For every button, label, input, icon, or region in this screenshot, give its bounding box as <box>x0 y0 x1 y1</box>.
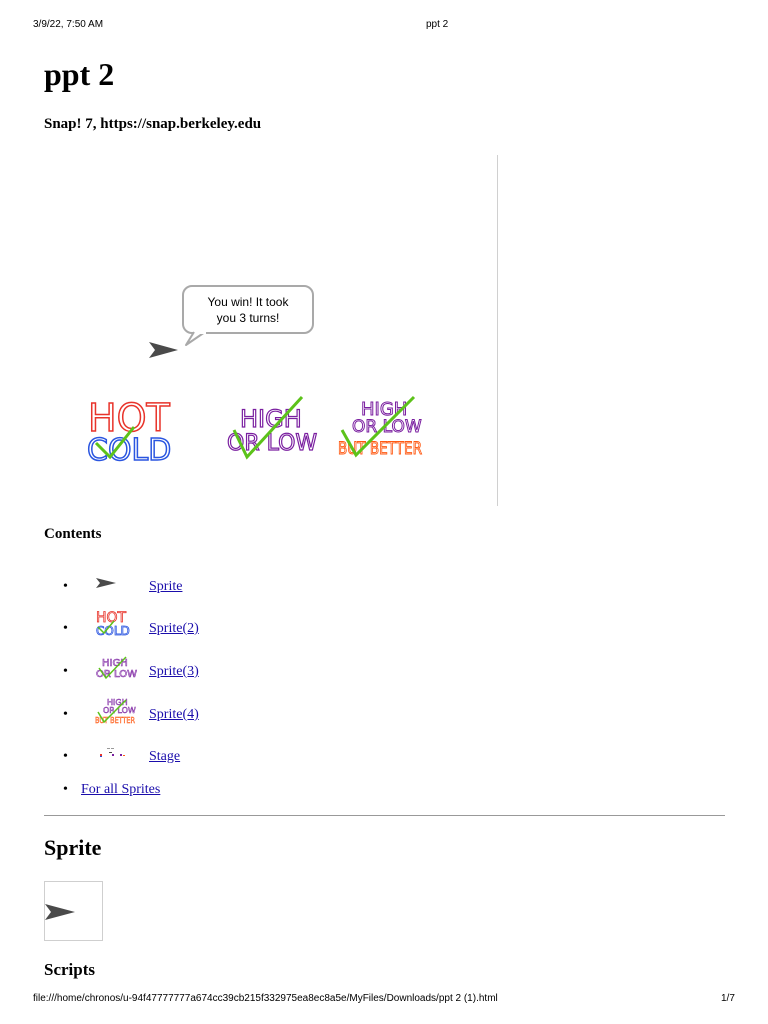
toc-item-stage <box>0 749 400 773</box>
hot-cold-costume <box>87 396 171 468</box>
toc-link-sprite-2[interactable]: Sprite(2) <box>149 621 199 636</box>
svg-text:HOT: HOT <box>88 396 170 440</box>
svg-text:COLD: COLD <box>87 433 172 468</box>
toc-link-sprite-4[interactable]: Sprite(4) <box>149 707 199 722</box>
toc-link-sprite[interactable]: Sprite <box>149 579 183 594</box>
toc-link-sprite-3[interactable]: Sprite(3) <box>149 664 199 679</box>
svg-text:OR LOW: OR LOW <box>227 431 318 456</box>
toc-link-stage[interactable]: Stage <box>149 749 181 764</box>
arrow-sprite-icon <box>45 882 102 940</box>
high-low-icon <box>94 652 136 684</box>
list-bullet: • <box>63 749 68 764</box>
section-title: Sprite <box>44 835 102 860</box>
svg-text:BUT BETTER: BUT BETTER <box>338 439 423 459</box>
page-title: ppt 2 <box>44 56 115 92</box>
svg-text:COLD: COLD <box>96 624 130 638</box>
page-subtitle: Snap! 7, https://snap.berkeley.edu <box>44 116 262 132</box>
svg-text:HIGH: HIGH <box>102 658 128 669</box>
section-divider <box>44 815 725 816</box>
list-bullet: • <box>63 579 68 594</box>
print-footer-page: 1/7 <box>721 993 735 1004</box>
high-low-costume <box>227 397 317 457</box>
toc-item-sprite <box>0 579 400 603</box>
arrow-sprite-icon <box>149 342 178 358</box>
stage-image <box>44 155 498 506</box>
speech-bubble <box>183 286 313 345</box>
svg-text:OR LOW: OR LOW <box>352 417 422 437</box>
svg-text:OR LOW: OR LOW <box>96 669 137 680</box>
list-bullet: • <box>63 664 68 679</box>
toc-item-sprite-3 <box>0 658 400 688</box>
svg-text:HOT: HOT <box>96 610 127 626</box>
list-bullet: • <box>63 782 68 797</box>
stage-icon <box>94 737 136 769</box>
sprite-thumbnail <box>44 881 103 941</box>
print-footer-path: file:///home/chronos/u-94f47777777a674cc39cb215f332975ea8ec8a5e/MyFiles/Downloads/ppt 2 (1).html <box>33 993 498 1004</box>
svg-text:HIGH: HIGH <box>361 399 408 420</box>
print-header-datetime: 3/9/22, 7:50 AM <box>33 19 104 30</box>
hot-cold-icon <box>94 609 136 641</box>
scripts-heading: Scripts <box>44 960 95 979</box>
contents-heading: Contents <box>44 526 102 542</box>
high-low-better-icon <box>94 695 136 727</box>
toc-item-sprite-2 <box>0 610 400 645</box>
stage-divider <box>497 155 498 506</box>
toc-item-for-all-sprites <box>0 782 400 806</box>
print-header-title: ppt 2 <box>426 19 449 30</box>
high-low-better-costume <box>338 397 422 459</box>
arrow-sprite-icon <box>94 567 136 599</box>
svg-text:HIGH: HIGH <box>240 405 302 433</box>
list-bullet: • <box>63 621 68 636</box>
svg-text:BUT BETTER: BUT BETTER <box>95 716 136 725</box>
svg-text:OR LOW: OR LOW <box>103 706 136 715</box>
speech-line-2: you 3 turns! <box>216 311 280 325</box>
svg-text:HIGH: HIGH <box>107 698 128 707</box>
list-bullet: • <box>63 707 68 722</box>
toc-link-for-all-sprites[interactable]: For all Sprites <box>81 782 161 797</box>
toc-item-sprite-4 <box>0 698 400 731</box>
speech-line-1: You win! It took <box>207 295 289 309</box>
